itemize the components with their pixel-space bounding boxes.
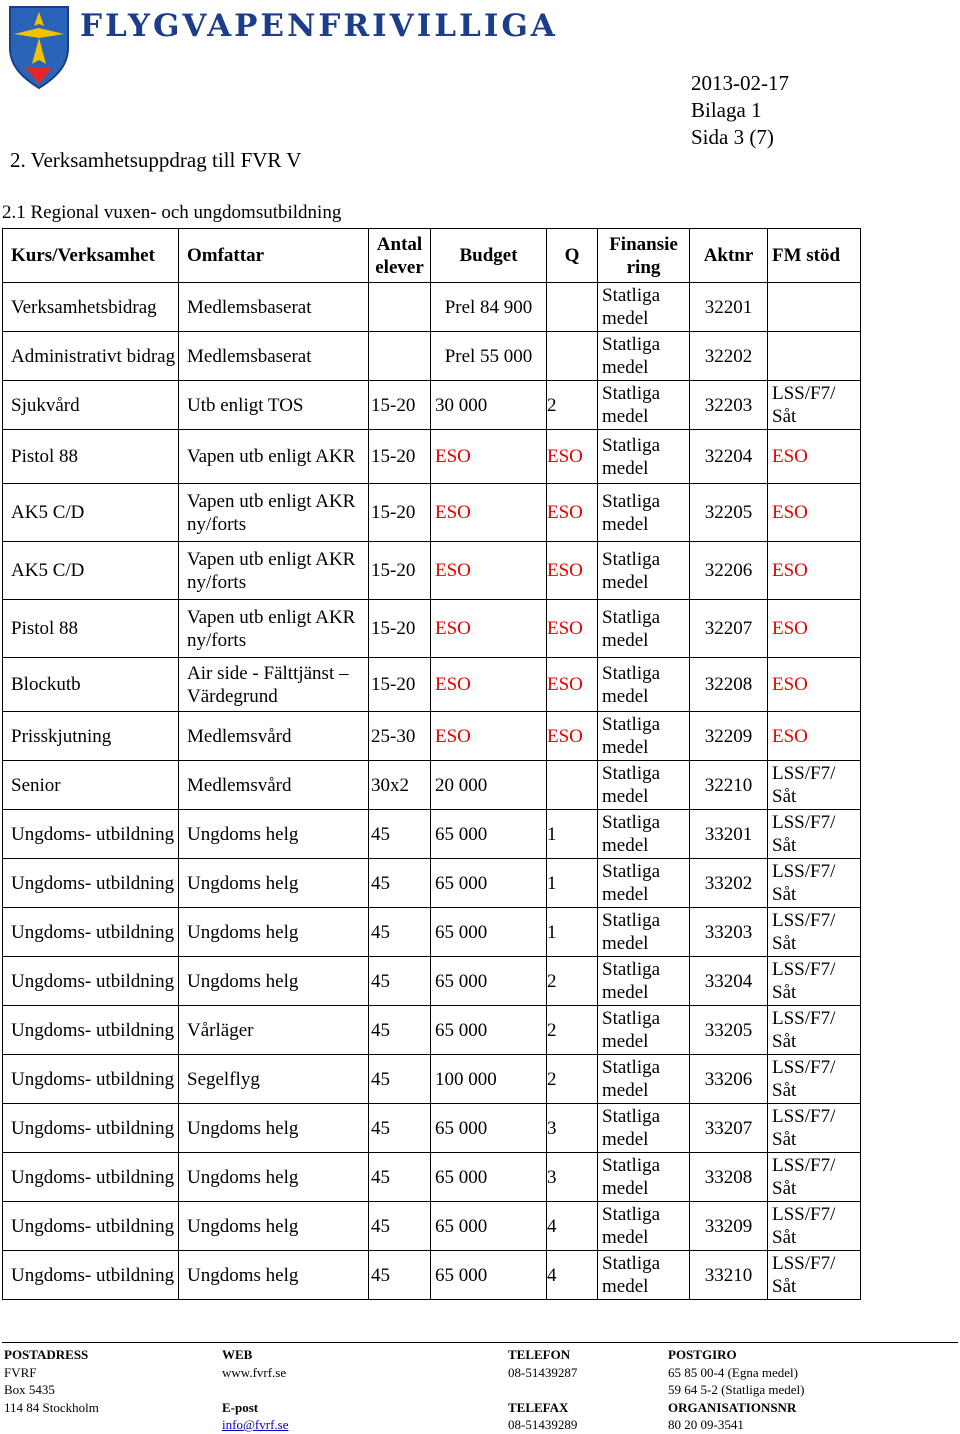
cell-course: Ungdoms- utbildning: [3, 1153, 179, 1202]
cell-course: Sjukvård: [3, 381, 179, 430]
cell-aktnr: 33201: [690, 810, 768, 859]
cell-students: 15-20: [369, 542, 431, 600]
cell-scope: Ungdoms helg: [179, 1251, 369, 1300]
header-course: Kurs/Verksamhet: [3, 229, 179, 283]
cell-aktnr: 33203: [690, 908, 768, 957]
header-financing: Finansie ring: [598, 229, 690, 283]
cell-fm-support: ESO: [768, 430, 861, 484]
footer-divider: [2, 1342, 958, 1343]
coat-of-arms-shield-icon: [6, 4, 72, 90]
cell-budget: 65 000: [431, 1104, 547, 1153]
section-title: 2. Verksamhetsuppdrag till FVR V: [10, 148, 302, 172]
table-row: [3, 810, 861, 859]
cell-fm-support: [768, 332, 861, 381]
table-row: [3, 957, 861, 1006]
cell-aktnr: 32201: [690, 283, 768, 332]
footer-telefon-number: 08-51439287: [508, 1364, 578, 1380]
cell-scope: Air side - Fälttjänst – Värdegrund: [179, 658, 369, 712]
cell-quarter: ESO: [547, 600, 598, 658]
table-row: [3, 1104, 861, 1153]
cell-students: 45: [369, 1153, 431, 1202]
table-row: [3, 761, 861, 810]
document-page: Sida 3 (7): [691, 125, 774, 149]
cell-course: Ungdoms- utbildning: [3, 1006, 179, 1055]
cell-scope: Medlemsbaserat: [179, 332, 369, 381]
cell-financing: Statliga medel: [598, 1006, 690, 1055]
cell-quarter: 4: [547, 1202, 598, 1251]
cell-budget: 65 000: [431, 908, 547, 957]
subsection-title: 2.1 Regional vuxen- och ungdomsutbildning: [2, 202, 342, 223]
cell-quarter: 2: [547, 381, 598, 430]
brand-title: FLYGVAPENFRIVILLIGA: [80, 8, 558, 44]
header-students: Antal elever: [369, 229, 431, 283]
cell-aktnr: 32204: [690, 430, 768, 484]
cell-scope: Ungdoms helg: [179, 1104, 369, 1153]
cell-budget: ESO: [431, 484, 547, 542]
cell-course: Ungdoms- utbildning: [3, 810, 179, 859]
cell-scope: Vapen utb enligt AKR ny/forts: [179, 542, 369, 600]
cell-course: AK5 C/D: [3, 542, 179, 600]
cell-students: 30x2: [369, 761, 431, 810]
cell-budget: Prel 84 900: [431, 283, 547, 332]
table-row: [3, 658, 861, 712]
footer-web-label: WEB: [222, 1347, 253, 1362]
footer-email-link[interactable]: info@fvrf.se: [222, 1417, 289, 1432]
cell-scope: Ungdoms helg: [179, 908, 369, 957]
cell-fm-support: LSS/F7/ Såt: [768, 1202, 861, 1251]
cell-financing: Statliga medel: [598, 1251, 690, 1300]
cell-course: Pistol 88: [3, 430, 179, 484]
cell-scope: Ungdoms helg: [179, 810, 369, 859]
cell-fm-support: LSS/F7/ Såt: [768, 859, 861, 908]
table-row: [3, 1251, 861, 1300]
cell-fm-support: LSS/F7/ Såt: [768, 1251, 861, 1300]
cell-quarter: ESO: [547, 712, 598, 761]
cell-quarter: 4: [547, 1251, 598, 1300]
cell-aktnr: 33209: [690, 1202, 768, 1251]
cell-quarter: 2: [547, 1006, 598, 1055]
footer-web-url[interactable]: www.fvrf.se: [222, 1364, 287, 1380]
table-row: [3, 1202, 861, 1251]
cell-fm-support: LSS/F7/ Såt: [768, 957, 861, 1006]
cell-scope: Segelflyg: [179, 1055, 369, 1104]
cell-students: 45: [369, 957, 431, 1006]
cell-budget: ESO: [431, 658, 547, 712]
cell-budget: 100 000: [431, 1055, 547, 1104]
cell-budget: 20 000: [431, 761, 547, 810]
cell-aktnr: 33204: [690, 957, 768, 1006]
table-row: [3, 283, 861, 332]
cell-financing: Statliga medel: [598, 600, 690, 658]
cell-fm-support: LSS/F7/ Såt: [768, 1104, 861, 1153]
cell-financing: Statliga medel: [598, 761, 690, 810]
cell-scope: Medlemsvård: [179, 761, 369, 810]
cell-budget: 65 000: [431, 1153, 547, 1202]
cell-quarter: 2: [547, 1055, 598, 1104]
cell-quarter: 1: [547, 810, 598, 859]
footer-telefax-number: 08-51439289: [508, 1417, 578, 1432]
table-row: [3, 712, 861, 761]
cell-aktnr: 33207: [690, 1104, 768, 1153]
footer-telefon-label: TELEFON: [508, 1347, 571, 1362]
cell-fm-support: LSS/F7/ Såt: [768, 1055, 861, 1104]
footer-postadress-line: FVRF: [4, 1364, 37, 1380]
table-row: [3, 908, 861, 957]
cell-scope: Ungdoms helg: [179, 859, 369, 908]
cell-fm-support: ESO: [768, 712, 861, 761]
activity-table: [2, 228, 861, 1300]
cell-budget: 65 000: [431, 1251, 547, 1300]
cell-aktnr: 32207: [690, 600, 768, 658]
cell-students: 25-30: [369, 712, 431, 761]
table-row: [3, 859, 861, 908]
cell-budget: 65 000: [431, 1202, 547, 1251]
cell-students: 45: [369, 1202, 431, 1251]
cell-course: Ungdoms- utbildning: [3, 1104, 179, 1153]
cell-scope: Ungdoms helg: [179, 1153, 369, 1202]
document-meta: [691, 70, 789, 151]
cell-course: Ungdoms- utbildning: [3, 1055, 179, 1104]
cell-aktnr: 32205: [690, 484, 768, 542]
cell-quarter: 1: [547, 908, 598, 957]
table-row: [3, 600, 861, 658]
cell-quarter: ESO: [547, 484, 598, 542]
cell-fm-support: ESO: [768, 658, 861, 712]
cell-scope: Vårläger: [179, 1006, 369, 1055]
table-row: [3, 1006, 861, 1055]
cell-fm-support: [768, 283, 861, 332]
cell-financing: Statliga medel: [598, 484, 690, 542]
cell-students: [369, 283, 431, 332]
cell-students: 45: [369, 1104, 431, 1153]
cell-financing: Statliga medel: [598, 1055, 690, 1104]
cell-students: 45: [369, 810, 431, 859]
table-row: [3, 1055, 861, 1104]
cell-aktnr: 33206: [690, 1055, 768, 1104]
header-budget: Budget: [431, 229, 547, 283]
cell-fm-support: LSS/F7/ Såt: [768, 810, 861, 859]
cell-students: 45: [369, 1251, 431, 1300]
cell-financing: Statliga medel: [598, 859, 690, 908]
cell-budget: 30 000: [431, 381, 547, 430]
cell-scope: Ungdoms helg: [179, 1202, 369, 1251]
cell-course: Pistol 88: [3, 600, 179, 658]
cell-course: Ungdoms- utbildning: [3, 859, 179, 908]
cell-scope: Medlemsbaserat: [179, 283, 369, 332]
footer-org-label: ORGANISATIONSNR: [668, 1399, 797, 1415]
footer-telefon: [508, 1346, 577, 1434]
cell-students: 15-20: [369, 484, 431, 542]
footer-postadress-line: 114 84 Stockholm: [4, 1399, 99, 1415]
table-row: [3, 1153, 861, 1202]
cell-students: 15-20: [369, 430, 431, 484]
table-header-row: [3, 229, 861, 283]
footer-epost-label: E-post: [222, 1399, 259, 1415]
cell-students: [369, 332, 431, 381]
header-fm-support: FM stöd: [768, 229, 861, 283]
cell-aktnr: 32209: [690, 712, 768, 761]
cell-fm-support: LSS/F7/ Såt: [768, 1006, 861, 1055]
cell-scope: Vapen utb enligt AKR ny/forts: [179, 600, 369, 658]
table-row: [3, 332, 861, 381]
footer-postgiro-label: POSTGIRO: [668, 1347, 737, 1362]
cell-students: 45: [369, 1006, 431, 1055]
cell-students: 45: [369, 859, 431, 908]
cell-budget: 65 000: [431, 859, 547, 908]
cell-aktnr: 32206: [690, 542, 768, 600]
cell-financing: Statliga medel: [598, 658, 690, 712]
cell-course: Ungdoms- utbildning: [3, 957, 179, 1006]
cell-fm-support: ESO: [768, 542, 861, 600]
cell-course: Ungdoms- utbildning: [3, 1251, 179, 1300]
cell-scope: Vapen utb enligt AKR: [179, 430, 369, 484]
cell-students: 15-20: [369, 381, 431, 430]
footer-postgiro: [668, 1346, 804, 1434]
cell-course: Ungdoms- utbildning: [3, 1202, 179, 1251]
cell-students: 45: [369, 908, 431, 957]
cell-financing: Statliga medel: [598, 1202, 690, 1251]
cell-course: Verksamhetsbidrag: [3, 283, 179, 332]
footer-org-number: 80 20 09-3541: [668, 1417, 744, 1432]
cell-students: 15-20: [369, 658, 431, 712]
cell-quarter: 2: [547, 957, 598, 1006]
cell-scope: Utb enligt TOS: [179, 381, 369, 430]
cell-financing: Statliga medel: [598, 381, 690, 430]
footer-postadress: [4, 1346, 99, 1416]
cell-aktnr: 33202: [690, 859, 768, 908]
cell-financing: Statliga medel: [598, 283, 690, 332]
footer-postgiro-line: 59 64 5-2 (Statliga medel): [668, 1382, 805, 1397]
cell-scope: Vapen utb enligt AKR ny/forts: [179, 484, 369, 542]
cell-financing: Statliga medel: [598, 332, 690, 381]
cell-budget: ESO: [431, 542, 547, 600]
cell-aktnr: 32202: [690, 332, 768, 381]
document-date: 2013-02-17: [691, 71, 789, 95]
cell-fm-support: ESO: [768, 600, 861, 658]
cell-quarter: ESO: [547, 658, 598, 712]
cell-financing: Statliga medel: [598, 1104, 690, 1153]
activity-table-body: [3, 229, 861, 1300]
cell-quarter: [547, 332, 598, 381]
footer-postgiro-line: 65 85 00-4 (Egna medel): [668, 1364, 798, 1380]
cell-aktnr: 33208: [690, 1153, 768, 1202]
cell-aktnr: 32210: [690, 761, 768, 810]
cell-aktnr: 32203: [690, 381, 768, 430]
cell-budget: 65 000: [431, 1006, 547, 1055]
cell-aktnr: 33205: [690, 1006, 768, 1055]
cell-budget: ESO: [431, 600, 547, 658]
table-row: [3, 381, 861, 430]
cell-quarter: [547, 761, 598, 810]
cell-quarter: 3: [547, 1104, 598, 1153]
cell-aktnr: 32208: [690, 658, 768, 712]
header-scope: Omfattar: [179, 229, 369, 283]
footer-postadress-line: Box 5435: [4, 1382, 55, 1397]
cell-quarter: [547, 283, 598, 332]
cell-quarter: ESO: [547, 430, 598, 484]
cell-scope: Medlemsvård: [179, 712, 369, 761]
cell-course: Blockutb: [3, 658, 179, 712]
cell-quarter: ESO: [547, 542, 598, 600]
cell-financing: Statliga medel: [598, 542, 690, 600]
footer-telefax-label: TELEFAX: [508, 1399, 569, 1415]
cell-scope: Ungdoms helg: [179, 957, 369, 1006]
cell-aktnr: 33210: [690, 1251, 768, 1300]
cell-financing: Statliga medel: [598, 1153, 690, 1202]
header-aktnr: Aktnr: [690, 229, 768, 283]
cell-fm-support: LSS/F7/ Såt: [768, 381, 861, 430]
cell-financing: Statliga medel: [598, 810, 690, 859]
cell-financing: Statliga medel: [598, 908, 690, 957]
cell-course: Prisskjutning: [3, 712, 179, 761]
cell-financing: Statliga medel: [598, 712, 690, 761]
cell-course: Senior: [3, 761, 179, 810]
cell-fm-support: LSS/F7/ Såt: [768, 1153, 861, 1202]
cell-financing: Statliga medel: [598, 430, 690, 484]
cell-budget: ESO: [431, 430, 547, 484]
footer-postadress-label: POSTADRESS: [4, 1347, 89, 1362]
header-quarter: Q: [547, 229, 598, 283]
table-row: [3, 430, 861, 484]
cell-course: AK5 C/D: [3, 484, 179, 542]
cell-budget: 65 000: [431, 957, 547, 1006]
cell-budget: 65 000: [431, 810, 547, 859]
document-bilaga: Bilaga 1: [691, 98, 762, 122]
cell-students: 45: [369, 1055, 431, 1104]
cell-fm-support: LSS/F7/ Såt: [768, 908, 861, 957]
cell-quarter: 3: [547, 1153, 598, 1202]
cell-budget: Prel 55 000: [431, 332, 547, 381]
cell-budget: ESO: [431, 712, 547, 761]
cell-fm-support: ESO: [768, 484, 861, 542]
cell-course: Ungdoms- utbildning: [3, 908, 179, 957]
cell-quarter: 1: [547, 859, 598, 908]
cell-fm-support: LSS/F7/ Såt: [768, 761, 861, 810]
cell-financing: Statliga medel: [598, 957, 690, 1006]
cell-students: 15-20: [369, 600, 431, 658]
footer-web: [222, 1346, 288, 1434]
table-row: [3, 484, 861, 542]
cell-course: Administrativt bidrag: [3, 332, 179, 381]
table-row: [3, 542, 861, 600]
